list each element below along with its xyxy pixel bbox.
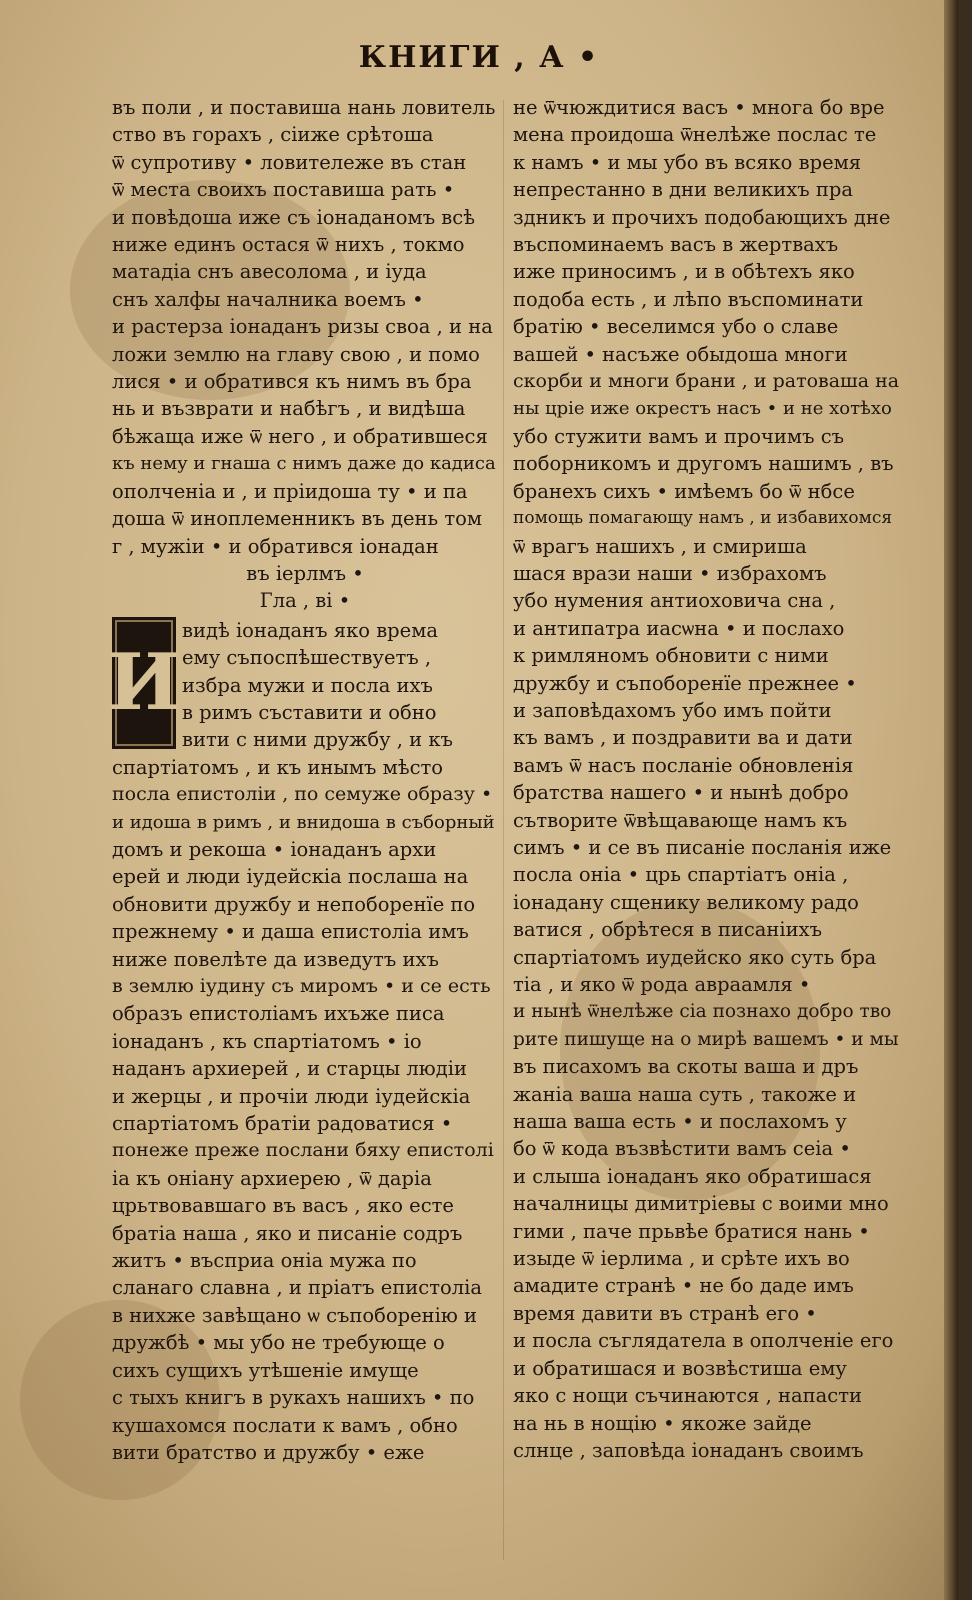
text-line: началницы димитріевы с воими мно [513,1192,889,1216]
text-line: ѿ места своихъ поставиша рать • [112,178,455,202]
text-line: и повѣдоша иже съ іонаданомъ всѣ [112,205,475,229]
text-line: г , мужіи • и обратився іонадан [112,534,439,558]
text-line: ѿ супротиву • ловитележе въ стан [112,150,467,174]
text-line: избра мужи и посла ихъ [182,673,433,697]
text-line: к намъ • и мы убо въ всяко время [513,150,862,174]
right-column [513,94,899,1464]
text-line: бѣжаща иже ѿ него , и обратившеся [112,424,488,448]
text-line: понеже преже послани бяху епистолі [112,1139,494,1162]
text-line: и растерза іонаданъ ризы своа , и на [112,315,493,339]
ornamental-initial: И [112,617,176,749]
text-line: іа къ оніану архиерею , ѿ даріа [112,1166,432,1190]
text-line: прежнему • и даша епистоліа имъ [112,920,469,944]
text-line: ны цріе иже окрестъ насъ • и не хотѣхо [513,398,892,420]
text-line: іонадану сщенику великому радо [513,890,859,914]
text-line: в нихже завѣщано ѡ съпоборенію и [112,1303,478,1327]
left-text-block [112,94,498,560]
text-line: ложи землю на главу свою , и помо [112,342,480,366]
text-line: домъ и рекоша • іонаданъ архи [112,837,437,861]
text-line: шася врази наши • избрахомъ [513,561,827,585]
text-line: и антипатра иасѡна • и послахо [513,616,845,640]
text-line: ство въ горахъ , сіиже срѣтоша [112,123,434,147]
text-line: убо нумения антиоховича сна , [513,589,836,613]
text-line: мена проидоша ѿнелѣже послас те [513,123,877,147]
text-line: здникъ и прочихъ подобающихъ дне [513,205,891,229]
text-line: иже приносимъ , и в обѣтехъ яко [513,260,855,284]
text-line: и слыша іонаданъ яко обратишася [513,1164,872,1188]
text-line: дружбу и съпоборенїе прежнее • [513,671,857,695]
text-line: сътворите ѿвѣщавающе намъ къ [513,808,848,832]
text-line: братства нашего • и нынѣ добро [513,781,849,805]
text-line: в римъ съставити и обно [182,700,437,724]
text-line: іонаданъ , къ спартіатомъ • іо [112,1029,422,1053]
page-edge [944,0,958,1600]
text-line: бо ѿ кода възвѣстити вамъ сеіа • [513,1137,851,1161]
column-gutter [503,100,504,1560]
text-line: скорби и многи брани , и ратоваша на [513,370,899,393]
text-line: дружбѣ • мы убо не требующе о [112,1331,445,1355]
text-line: тіа , и яко ѿ рода авраамля • [513,973,811,996]
text-line: сихъ сущихъ утѣшеніе имуще [112,1358,419,1382]
text-line: въ писахомъ ва скоты ваша и дръ [513,1055,859,1079]
text-line: ерей и люди іудейскіа послаша на [112,865,469,889]
text-line: матадіа снъ авесолома , и іуда [112,260,427,284]
text-line: изыде ѿ іерлима , и срѣте ихъ во [513,1247,850,1271]
text-line: нь и възврати и набѣгъ , и видѣша [112,397,466,421]
text-line: гими , паче прьвѣе братися нань • [513,1219,870,1243]
text-line: бранехъ сихъ • имѣемъ бо ѿ нбсе [513,479,855,503]
left-text-block-after [112,754,498,1467]
left-column [107,94,498,1466]
text-line: снъ халфы началника воемъ • [112,287,424,311]
text-line: црьтвовавшаго въ васъ , яко есте [112,1194,454,1218]
text-line: въспоминаемъ васъ в жертвахъ [513,233,839,257]
text-line: и обратишася и возвѣстиша ему [513,1356,847,1380]
text-line: ватися , обрѣтеся в писаніихъ [513,918,823,942]
chapter-heading: Гла , ві • [259,589,351,613]
closing-line: въ іерлмъ • [246,561,364,585]
text-line: къ вамъ , и поздравити ва и дати [513,726,853,750]
text-line: братію • веселимся убо о славе [513,315,839,339]
text-line: слнце , заповѣда іонаданъ своимъ [513,1438,864,1462]
text-line: вити братство и дружбу • еже [112,1440,425,1464]
text-line: помощь помагающу намъ , и избавихомся [513,508,893,529]
text-line: ополченіа и , и пріидоша ту • и па [112,479,468,503]
text-line: наша ваша есть • и послахомъ у [513,1110,847,1134]
text-line: вашей • насъже обыдоша многи [513,342,848,366]
text-line: сланаго славна , и пріатъ епистоліа [112,1276,483,1300]
text-line: въ поли , и поставиша нань ловитель [112,96,496,119]
text-line: симъ • и се въ писаніе посланія иже [513,835,892,859]
text-line: на нь в нощію • якоже зайде [513,1411,812,1435]
text-line: образъ епистоліамъ ихъже писа [112,1002,445,1026]
text-line: спартіатомъ братіи радоватися • [112,1112,453,1136]
text-line: ниже единъ остася ѿ нихъ , токмо [112,233,465,257]
text-line: ниже повелѣте да изведутъ ихъ [112,947,439,971]
text-line: яко с нощи съчинаются , напасти [513,1384,862,1408]
initial-block [107,617,498,754]
text-line: к римляномъ обновити с ними [513,644,829,668]
text-line: посла епистоліи , по семуже образу • [112,783,493,806]
text-line: обновити дружбу и непоборенїе по [112,892,476,916]
text-line: братіа наша , яко и писаніе содръ [112,1221,463,1245]
text-line: спартіатомъ иудейско яко суть бра [513,945,877,969]
text-line: амадите странѣ • не бо даде имъ [513,1274,854,1298]
text-line: лися • и обратився къ нимъ въ бра [112,370,472,394]
right-text-block [513,94,899,1464]
text-line: и нынѣ ѿнелѣже сіа познахо добро тво [513,1001,892,1023]
text-line: в землю іудину съ миромъ • и се есть [112,975,491,997]
text-line: ѿ врагъ нашихъ , и смириша [513,534,807,558]
text-line: с тыхъ книгъ в рукахъ нашихъ • по [112,1386,475,1410]
text-line: убо стужити вамъ и прочимъ съ [513,424,845,448]
text-line: доша ѿ иноплеменникъ въ день том [112,507,483,531]
text-line: время давити въ странѣ его • [513,1301,817,1325]
text-line: непрестанно в дни великихъ пра [513,178,853,202]
text-line: посла оніа • црь спартіатъ оніа , [513,863,849,887]
text-line: не ѿчюждитися васъ • многа бо вре [513,96,885,119]
text-line: и идоша в римъ , и внидоша в съборный [112,811,495,833]
initial-text-lines [182,617,498,754]
text-line: жаніа ваша наша суть , такоже и [513,1082,857,1106]
text-line: подоба есть , и лѣпо въспоминати [513,287,864,311]
text-line: спартіатомъ , и къ инымъ мѣсто [112,755,444,779]
text-line: житъ • въсприа оніа мужа по [112,1249,417,1273]
text-line: и заповѣдахомъ убо имъ пойти [513,698,832,722]
text-line: поборникомъ и другомъ нашимъ , въ [513,452,894,476]
text-line: къ нему и гнаша с нимъ даже до кадиса [112,453,496,475]
running-head: КНИГИ , А • [358,40,600,75]
text-line: наданъ архиерей , и старцы людіи [112,1057,467,1081]
text-line: и посла съглядатела в ополченіе его [513,1329,894,1353]
text-line: вамъ ѿ насъ посланіе обновленія [513,753,854,777]
text-line: рите пишуще на о мирѣ вашемъ • и мы [513,1028,899,1050]
text-line: вити с ними дружбу , и къ [182,728,453,752]
text-line: ему съпоспѣшествуетъ , [182,646,432,670]
text-line: и жерцы , и прочіи люди іудейскіа [112,1084,471,1108]
text-line: кушахомся послати к вамъ , обно [112,1413,458,1437]
text-line: видѣ іонаданъ яко врема [182,618,438,642]
